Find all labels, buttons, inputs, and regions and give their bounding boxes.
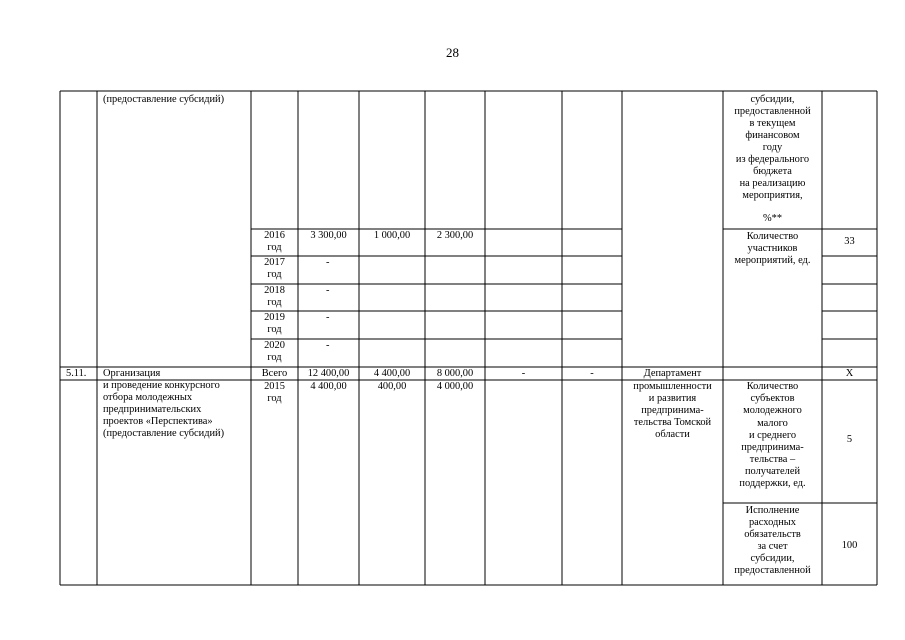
executor-line: тельства Томской [633,417,712,428]
indicator-line: малого [757,418,788,429]
indicator-line: из федерального [735,154,810,165]
amount-dash: - [326,257,330,268]
indicator-line: Исполнение [745,505,800,516]
year-label: год [267,269,282,280]
amount-regional: 4 000,00 [436,381,474,392]
measure-line: Организация [103,368,161,379]
measure-line: предпринимательских [103,404,202,415]
indicator-line: обязательств [744,529,801,540]
indicator-line: предоставленной [734,106,811,117]
indicator-line: в текущем [749,118,796,129]
year-label: 2019 [264,312,285,323]
indicator-line: мероприятий, ед. [734,255,811,266]
indicator-line: и среднего [748,430,797,441]
executor-line: предпринима- [641,405,704,416]
indicator-line: поддержки, ед. [739,478,806,489]
indicator-line: субсидии, [750,553,795,564]
indicator-line: Количество [746,231,799,242]
amount-dash: - [326,312,330,323]
year-label: год [267,324,282,335]
amount-total: 12 400,00 [307,368,350,379]
year-label: 2020 [264,340,285,351]
indicator-line: Количество [746,381,799,392]
indicator-line: субсидии, [750,94,795,105]
executor-line: и развития [648,393,697,404]
amount-regional: 8 000,00 [436,368,474,379]
indicator-line: предоставленной [734,565,811,576]
year-label: 2018 [264,285,285,296]
measure-line: и проведение конкурсного [103,380,220,391]
amount-other: - [590,368,594,379]
indicator-value: 33 [844,236,855,247]
amount-regional: 2 300,00 [436,230,474,241]
indicator-line: за счет [757,541,788,552]
amount-total: 4 400,00 [310,381,347,392]
page-number: 28 [446,45,459,60]
indicator-line: финансовом [745,130,800,141]
item-number: 5.11. [66,368,87,379]
amount-total: 3 300,00 [310,230,347,241]
amount-federal: 400,00 [377,381,407,392]
year-label: год [267,297,282,308]
year-label: 2015 [264,381,285,392]
amount-federal: 1 000,00 [373,230,411,241]
indicator-value: 100 [841,540,858,551]
amount-local: - [521,368,526,379]
indicator-line: получателей [744,466,801,477]
amount-federal: 4 400,00 [373,368,411,379]
year-label: 2016 [264,230,285,241]
measure-name-cont: (предоставление субсидий) [103,94,225,105]
executor-line: Департамент [643,368,702,379]
year-label: 2017 [264,257,285,268]
amount-dash: - [326,340,330,351]
amount-dash: - [326,285,330,296]
year-label: год [267,242,282,253]
measure-line: отбора молодежных [103,392,193,403]
executor-line: промышленности [633,381,712,392]
indicator-value: Х [845,368,854,379]
indicator-line: %** [762,213,783,224]
year-label: год [267,393,282,404]
indicator-line: тельства – [749,454,796,465]
indicator-line: участников [747,243,798,254]
indicator-value: 5 [846,434,853,445]
year-label: год [267,352,282,363]
indicator-line: году [762,142,783,153]
indicator-line: предпринима- [741,442,804,453]
indicator-line: бюджета [753,166,792,177]
indicator-line: расходных [748,517,796,528]
indicator-line: мероприятия, [742,190,803,201]
measure-line: проектов «Перспектива» [103,416,213,427]
indicator-line: молодежного [743,405,802,416]
measure-line: (предоставление субсидий) [103,428,225,439]
total-label: Всего [261,368,288,379]
indicator-line: субъектов [750,393,795,404]
indicator-line: на реализацию [739,178,806,189]
executor-line: области [655,429,690,440]
